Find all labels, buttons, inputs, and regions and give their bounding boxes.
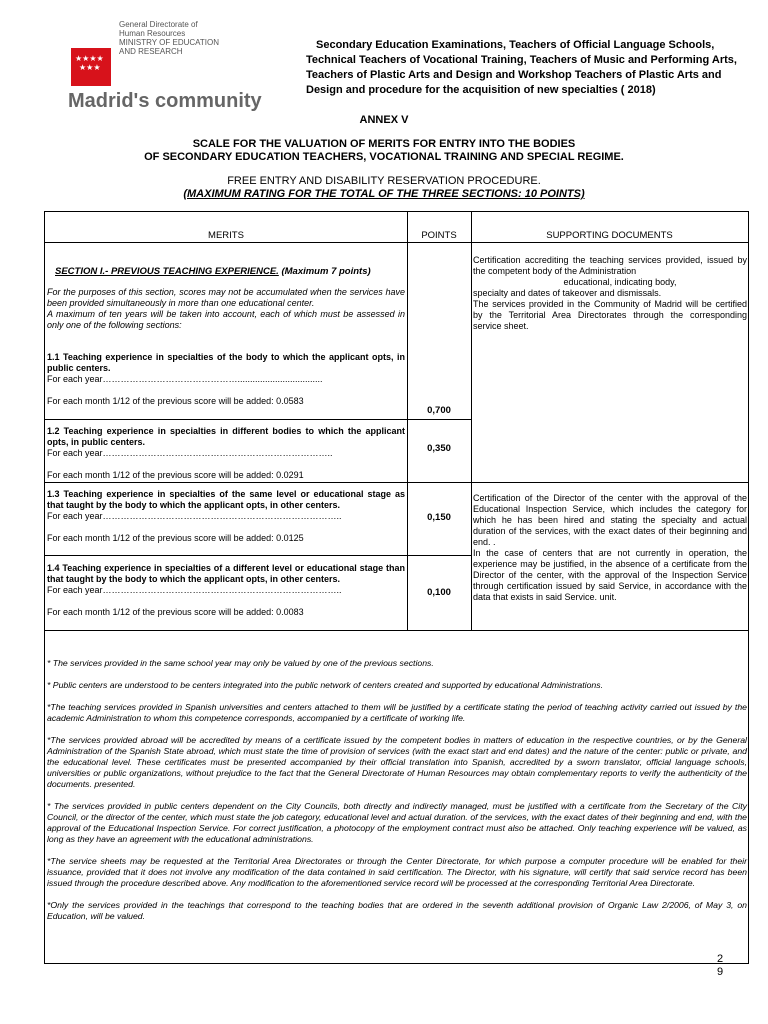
scale-heading: SCALE FOR THE VALUATION OF MERITS FOR ENTRY INTO THE BODIES OF SECONDARY EDUCATION TEACHERS, VOCATIONAL TRAINING AND SPECIAL REGIME.: [144, 138, 624, 163]
merits-header: MERITS: [208, 230, 244, 241]
community-name: Madrid's community: [68, 90, 262, 112]
footnote: *The teaching services provided in Spanish universities and centers attached to them will be justified by a certificate stating the period of teaching activity carried out issued by the academic Administration to whom this competence corresponds, accompanied by a certificate of working life.: [47, 702, 747, 723]
footnote: *The service sheets may be requested at the Territorial Area Directorates or through the Center Directorate, for which purpose a computer procedure will be enabled for their issuance, provided that it does not involve any modification of the data contained in said certification. The Director, with his signature, will certify that said service record has been issued through the procedure described above. Any modification to the aforementioned service record will be processed at the corresponding Territorial Area Directorate.: [47, 856, 747, 888]
section-intro: For the purposes of this section, scores may not be accumulated when the services have been provided simultaneously in more than one educational center. A maximum of ten years will be taken into account, each of which must be assessed in only one of the following sections:: [47, 287, 405, 330]
merits-table: [44, 211, 749, 964]
docs-header: SUPPORTING DOCUMENTS: [546, 230, 673, 241]
merit-row: 1.4 Teaching experience in specialties of a different level or educational stage than that taught by the body to which the applicant opts, in other centers. For each year…………………………………………………………………….. For each month 1/12 of the previous score will be added: 0.0083: [47, 563, 405, 617]
footnote: * The services provided in the same school year may only be valued by one of the previous sections.: [47, 658, 434, 668]
star-icon: ★★★: [79, 63, 101, 72]
points-value: 0,350: [427, 443, 451, 454]
merit-row: 1.1 Teaching experience in specialties of the body to which the applicant opts, in public centers. For each year……………………………………….................................. For each month 1/12 of the previous score will be added: 0.0583: [47, 352, 405, 406]
footnote: * Public centers are understood to be centers integrated into the public network of centers created and supported by educational Administrations.: [47, 680, 604, 690]
footnotes: [47, 658, 747, 922]
document-title: Secondary Education Examinations, Teachers of Official Language Schools, Technical Teachers of Vocational Training, Teachers of Music and Performing Arts, Teachers of Plastic Arts and Design and Workshop Teachers of Plastic Arts and Design and procedure for the acquisition of new specialties ( 2018): [306, 39, 737, 96]
supporting-docs-other: Certification of the Director of the center with the approval of the Educational Inspection Service, which includes the category for which he has been hired and stating the specialty and actual duration of the services, with the exact dates of their beginning and end. . In the case of centers that are not currently in operation, the experience may be justified, in the absence of a certificate from the Director of the center, with the approval of the Inspection Service through certification issued by said Service, in accordance with the data that exists in said Service. unit.: [473, 493, 747, 602]
annex-label: ANNEX V: [359, 114, 409, 126]
page-number: 2 9: [717, 953, 724, 978]
footnote: *The services provided abroad will be accredited by means of a certificate issued by the competent bodies in matters of education in the respective countries, or by the General Administration of the Spanish State abroad, which must state the time of provision of services (with the exact start and end dates) and the nature of the center: public or private, and the educational level. These certificates must be presented accompanied by their official translation into Spanish, accredited by a sworn translator, official language schools, universities or public organizations, without prejudice to the fact that the General Directorate of Human Resources may obtain complementary reports to verify the authenticity of the documents. presented.: [47, 735, 747, 789]
points-value: 0,100: [427, 587, 451, 598]
points-value: 0,700: [427, 405, 451, 416]
merit-row: 1.3 Teaching experience in specialties of the same level or educational stage as that taught by the body to which the applicant opts, in other centers. For each year…………………………………………………………………….. For each month 1/12 of the previous score will be added: 0.0125: [47, 489, 405, 543]
footnote: *Only the services provided in the teachings that correspond to the teaching bodies that are ordered in the seventh additional provision of Organic Law 2/2006, of May 3, on Education, will be valued.: [47, 900, 747, 921]
madrid-logo: [71, 48, 111, 86]
supporting-docs-public: Certification accrediting the teaching services provided, issued by the competent body of the Administration educational, indicating body, specialty and dates of takeover and dismissals. The services provided in the Community of Madrid will be certified by the Territorial Area Directorates through the corresponding service sheet.: [473, 255, 747, 331]
points-value: 0,150: [427, 512, 451, 523]
merit-row: 1.2 Teaching experience in specialties in different bodies to which the applicant opts, in public centers. For each year………………………………………………………………….. For each month 1/12 of the previous score will be added: 0.0291: [47, 426, 405, 480]
star-icon: ★★★★: [75, 54, 104, 63]
procedure-heading: FREE ENTRY AND DISABILITY RESERVATION PROCEDURE. (MAXIMUM RATING FOR THE TOTAL OF THE THREE SECTIONS: 10 POINTS): [183, 175, 585, 200]
section-title: SECTION I.- PREVIOUS TEACHING EXPERIENCE. (Maximum 7 points): [55, 266, 371, 277]
footnote: * The services provided in public centers dependent on the City Councils, both directly and indirectly managed, must be justified with a certificate from the Secretary of the City Council, or the director of the center, which must state the job category, educational level and actual duration. of the services, with the exact dates of their beginning and end, with the approval of the Educational Inspection Service. For correct justification, a photocopy of the employment contract must also be attached. Only teaching experience will be valued, as long as they have an agreement with the educational administrations.: [47, 801, 747, 844]
points-header: POINTS: [421, 230, 457, 241]
organization-name: General Directorate of Human Resources MINISTRY OF EDUCATION AND RESEARCH: [119, 20, 220, 56]
